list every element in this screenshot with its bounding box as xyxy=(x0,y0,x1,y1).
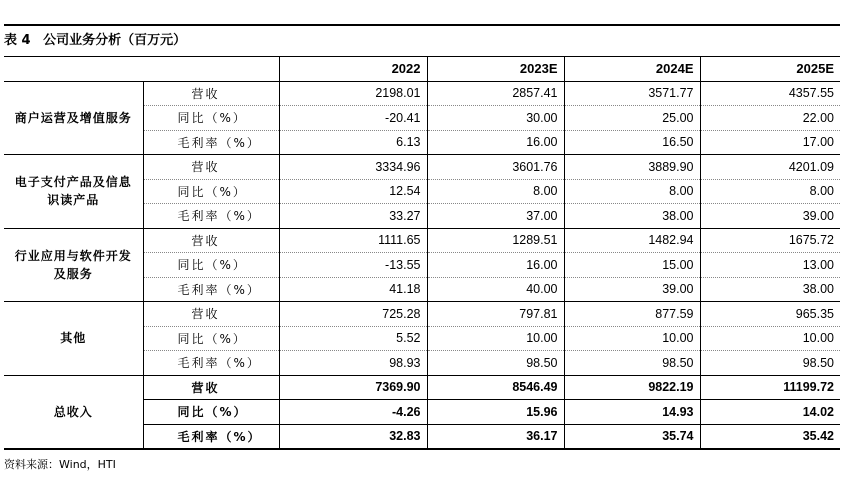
header-year: 2022 xyxy=(279,57,427,82)
metric-label: 毛利率（%） xyxy=(143,130,279,155)
metric-label: 营收 xyxy=(143,228,279,253)
segment-name: 其他 xyxy=(4,302,143,376)
value-cell: 4201.09 xyxy=(700,155,840,180)
value-cell: 3334.96 xyxy=(279,155,427,180)
value-cell: 16.00 xyxy=(427,253,564,278)
header-year: 2025E xyxy=(700,57,840,82)
metric-label: 营收 xyxy=(143,155,279,180)
table-row xyxy=(4,155,840,180)
metric-label: 营收 xyxy=(143,302,279,327)
header-blank-metric xyxy=(143,57,279,82)
table-title xyxy=(4,24,840,56)
value-cell: 35.42 xyxy=(700,424,840,449)
header-row xyxy=(4,57,840,82)
metric-label: 同比（%） xyxy=(143,400,279,425)
value-cell: 797.81 xyxy=(427,302,564,327)
value-cell: 1111.65 xyxy=(279,228,427,253)
value-cell: 12.54 xyxy=(279,179,427,204)
header-year: 2023E xyxy=(427,57,564,82)
metric-label: 毛利率（%） xyxy=(143,351,279,376)
value-cell: -4.26 xyxy=(279,400,427,425)
value-cell: 98.93 xyxy=(279,351,427,376)
value-cell: 10.00 xyxy=(564,326,700,351)
value-cell: 22.00 xyxy=(700,106,840,131)
value-cell: 35.74 xyxy=(564,424,700,449)
value-cell: 25.00 xyxy=(564,106,700,131)
value-cell: 9822.19 xyxy=(564,375,700,400)
value-cell: 15.00 xyxy=(564,253,700,278)
header-year: 2024E xyxy=(564,57,700,82)
value-cell: 1675.72 xyxy=(700,228,840,253)
segment-name: 总收入 xyxy=(4,375,143,449)
value-cell: 16.50 xyxy=(564,130,700,155)
value-cell: 98.50 xyxy=(700,351,840,376)
value-cell: 4357.55 xyxy=(700,81,840,106)
value-cell: 877.59 xyxy=(564,302,700,327)
value-cell: -20.41 xyxy=(279,106,427,131)
table-body xyxy=(4,81,840,449)
value-cell: 32.83 xyxy=(279,424,427,449)
value-cell: 3601.76 xyxy=(427,155,564,180)
value-cell: 725.28 xyxy=(279,302,427,327)
metric-label: 毛利率（%） xyxy=(143,277,279,302)
value-cell: 15.96 xyxy=(427,400,564,425)
value-cell: 16.00 xyxy=(427,130,564,155)
value-cell: 10.00 xyxy=(427,326,564,351)
value-cell: 30.00 xyxy=(427,106,564,131)
metric-label: 营收 xyxy=(143,375,279,400)
value-cell: 13.00 xyxy=(700,253,840,278)
value-cell: 965.35 xyxy=(700,302,840,327)
value-cell: 41.18 xyxy=(279,277,427,302)
value-cell: 2198.01 xyxy=(279,81,427,106)
value-cell: 36.17 xyxy=(427,424,564,449)
table-row xyxy=(4,302,840,327)
value-cell: 39.00 xyxy=(700,204,840,229)
value-cell: 2857.41 xyxy=(427,81,564,106)
value-cell: 38.00 xyxy=(700,277,840,302)
table-row xyxy=(4,375,840,400)
table-row xyxy=(4,81,840,106)
metric-label: 同比（%） xyxy=(143,106,279,131)
business-analysis-table xyxy=(4,56,840,450)
metric-label: 毛利率（%） xyxy=(143,204,279,229)
value-cell: 5.52 xyxy=(279,326,427,351)
value-cell: 8.00 xyxy=(427,179,564,204)
metric-label: 营收 xyxy=(143,81,279,106)
metric-label: 同比（%） xyxy=(143,179,279,204)
metric-label: 同比（%） xyxy=(143,253,279,278)
value-cell: 38.00 xyxy=(564,204,700,229)
value-cell: 6.13 xyxy=(279,130,427,155)
segment-name: 行业应用与软件开发及服务 xyxy=(4,228,143,302)
value-cell: 17.00 xyxy=(700,130,840,155)
value-cell: 40.00 xyxy=(427,277,564,302)
table-caption: 公司业务分析（百万元） xyxy=(43,33,187,48)
metric-label: 同比（%） xyxy=(143,326,279,351)
value-cell: 8.00 xyxy=(564,179,700,204)
segment-name: 商户运营及增值服务 xyxy=(4,81,143,155)
value-cell: 14.02 xyxy=(700,400,840,425)
value-cell: 10.00 xyxy=(700,326,840,351)
value-cell: 1482.94 xyxy=(564,228,700,253)
value-cell: 8546.49 xyxy=(427,375,564,400)
value-cell: -13.55 xyxy=(279,253,427,278)
metric-label: 毛利率（%） xyxy=(143,424,279,449)
value-cell: 11199.72 xyxy=(700,375,840,400)
value-cell: 3571.77 xyxy=(564,81,700,106)
value-cell: 1289.51 xyxy=(427,228,564,253)
value-cell: 14.93 xyxy=(564,400,700,425)
value-cell: 98.50 xyxy=(427,351,564,376)
source-note: 资料来源：Wind，HTI xyxy=(4,458,116,471)
value-cell: 3889.90 xyxy=(564,155,700,180)
value-cell: 39.00 xyxy=(564,277,700,302)
value-cell: 37.00 xyxy=(427,204,564,229)
value-cell: 98.50 xyxy=(564,351,700,376)
value-cell: 8.00 xyxy=(700,179,840,204)
value-cell: 7369.90 xyxy=(279,375,427,400)
value-cell: 33.27 xyxy=(279,204,427,229)
segment-name: 电子支付产品及信息识读产品 xyxy=(4,155,143,229)
header-blank-segment xyxy=(4,57,143,82)
table-number: 表 4 xyxy=(4,33,31,48)
table-row xyxy=(4,228,840,253)
